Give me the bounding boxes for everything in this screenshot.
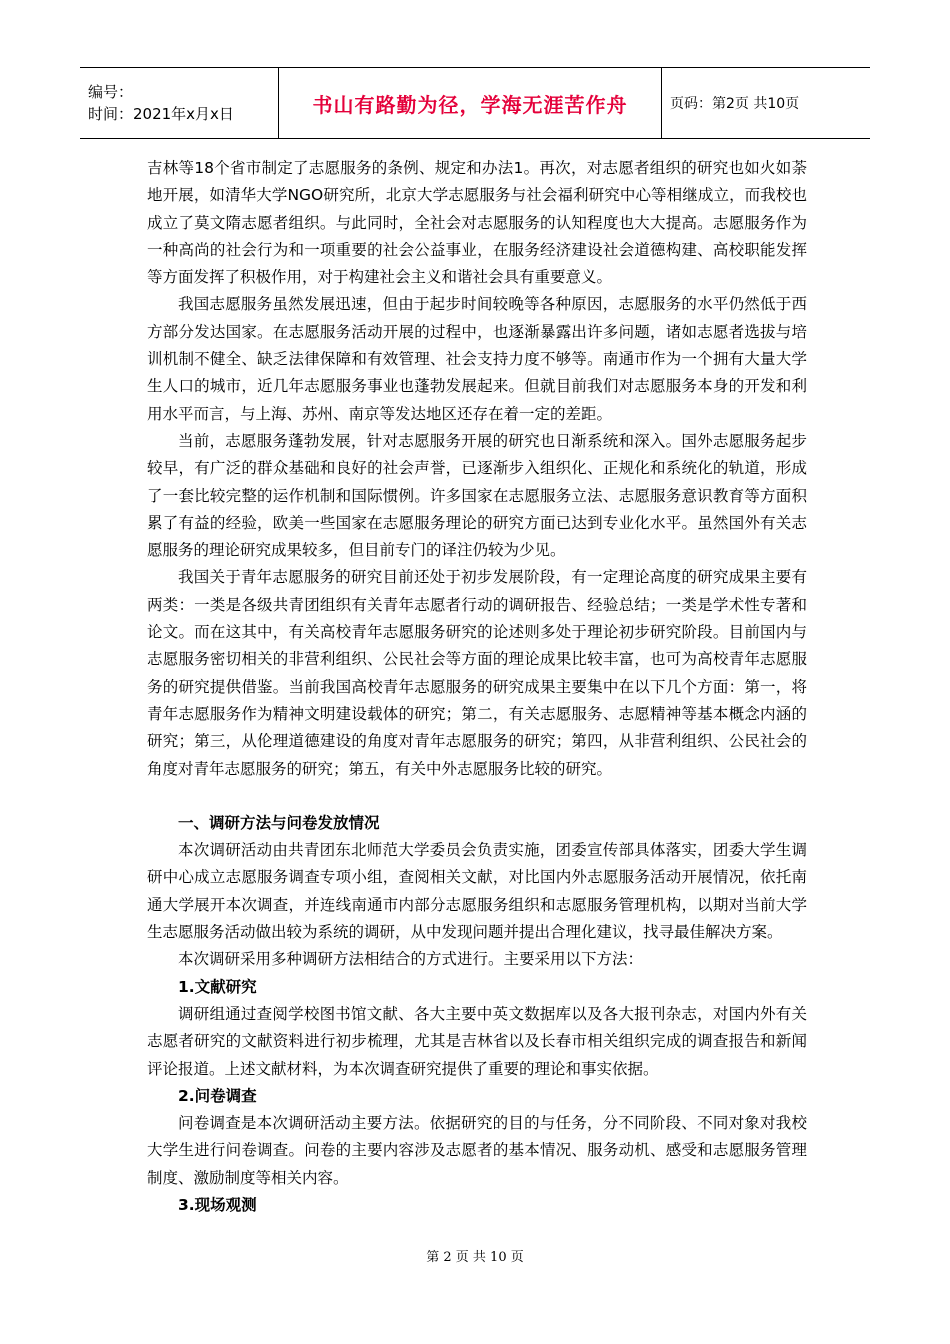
section-heading: 一、调研方法与问卷发放情况	[178, 813, 380, 832]
header-page-label: 页码：第2页 共10页	[670, 96, 800, 112]
paragraph: 当前，志愿服务蓬勃发展，针对志愿服务开展的研究也日渐系统和深入。国外志愿服务起步较早，有广泛的群众基础和良好的社会声誉，已逐渐步入组织化、正规化和系统化的轨道，形成了一套比较完整的运作机制和国际惯例。许多国家在志愿服务立法、志愿服务意识教育等方面积累了有益的经验，欧美一些国家在志愿服务理论的研究方面已达到专业化水平。虽然国外有关志愿服务的理论研究成果较多，但目前专门的译注仍较为少见。	[147, 431, 807, 560]
header-meta	[80, 68, 278, 138]
paragraph: 本次调研活动由共青团东北师范大学委员会负责实施，团委宣传部具体落实，团委大学生调研中心成立志愿服务调查专项小组，查阅相关文献，对比国内外志愿服务活动开展情况，依托南通大学展开本次调查，并连线南通市内部分志愿服务组织和志愿服务管理机构，以期对当前大学生志愿服务活动做出较为系统的调研，从中发现问题并提出合理化建议，找寻最佳解决方案。	[147, 841, 807, 942]
doc-time-label: 时间：2021年x月x日	[88, 105, 234, 123]
paragraph: 我国关于青年志愿服务的研究目前还处于初步发展阶段，有一定理论高度的研究成果主要有两类：一类是各级共青团组织有关青年志愿者行动的调研报告、经验总结；一类是学术性专著和论文。而在这其中，有关高校青年志愿服务研究的论述则多处于理论初步研究阶段。目前国内与志愿服务密切相关的非营利组织、公民社会等方面的理论成果比较丰富，也可为高校青年志愿服务的研究提供借鉴。当前我国高校青年志愿服务的研究成果主要集中在以下几个方面：第一，将青年志愿服务作为精神文明建设载体的研究；第二，有关志愿服务、志愿精神等基本概念内涵的研究；第三，从伦理道德建设的角度对青年志愿服务的研究；第四，从非营利组织、公民社会的角度对青年志愿服务的研究；第五，有关中外志愿服务比较的研究。	[147, 568, 807, 778]
paragraph: 问卷调查是本次调研活动主要方法。依据研究的目的与任务，分不同阶段、不同对象对我校大学生进行问卷调查。问卷的主要内容涉及志愿者的基本情况、服务动机、感受和志愿服务管理制度、激励制度等相关内容。	[147, 1114, 807, 1187]
doc-number-label: 编号：	[88, 83, 134, 101]
paragraph: 调研组通过查阅学校图书馆文献、各大主要中英文数据库以及各大报刊杂志，对国内外有关志愿者研究的文献资料进行初步梳理，尤其是吉林省以及长春市相关组织完成的调查报告和新闻评论报道。上述文献材料，为本次调查研究提供了重要的理论和事实依据。	[147, 1004, 807, 1078]
page-header	[80, 67, 870, 139]
header-slogan-cell	[278, 68, 662, 138]
method-heading: 2.问卷调查	[178, 1086, 257, 1105]
paragraph: 吉林等18个省市制定了志愿服务的条例、规定和办法1。再次，对志愿者组织的研究也如火如荼地开展，如清华大学NGO研究所，北京大学志愿服务与社会福利研究中心等相继成立，而我校也成立了莫文隋志愿者组织。与此同时，全社会对志愿服务的认知程度也大大提高。志愿服务作为一种高尚的社会行为和一项重要的社会公益事业，在服务经济建设社会道德构建、高校职能发挥等方面发挥了积极作用，对于构建社会主义和谐社会具有重要意义。	[147, 159, 807, 287]
paragraph: 本次调研采用多种调研方法相结合的方式进行。主要采用以下方法：	[178, 950, 644, 969]
method-heading: 1.文献研究	[178, 977, 257, 996]
page-footer: 第 2 页 共 10 页	[426, 1250, 524, 1265]
paragraph: 我国志愿服务虽然发展迅速，但由于起步时间较晚等各种原因，志愿服务的水平仍然低于西方部分发达国家。在志愿服务活动开展的过程中，也逐渐暴露出许多问题，诸如志愿者选拔与培训机制不健全、缺乏法律保障和有效管理、社会支持力度不够等。南通市作为一个拥有大量大学生人口的城市，近几年志愿服务事业也蓬勃发展起来。但就目前我们对志愿服务本身的开发和利用水平而言，与上海、苏州、南京等发达地区还存在着一定的差距。	[147, 295, 807, 423]
header-slogan: 书山有路勤为径，学海无涯苦作舟	[312, 92, 628, 117]
spacer	[147, 783, 807, 810]
method-heading: 3.现场观测	[178, 1195, 257, 1214]
document-body	[147, 155, 807, 1219]
header-page-cell	[662, 68, 870, 138]
